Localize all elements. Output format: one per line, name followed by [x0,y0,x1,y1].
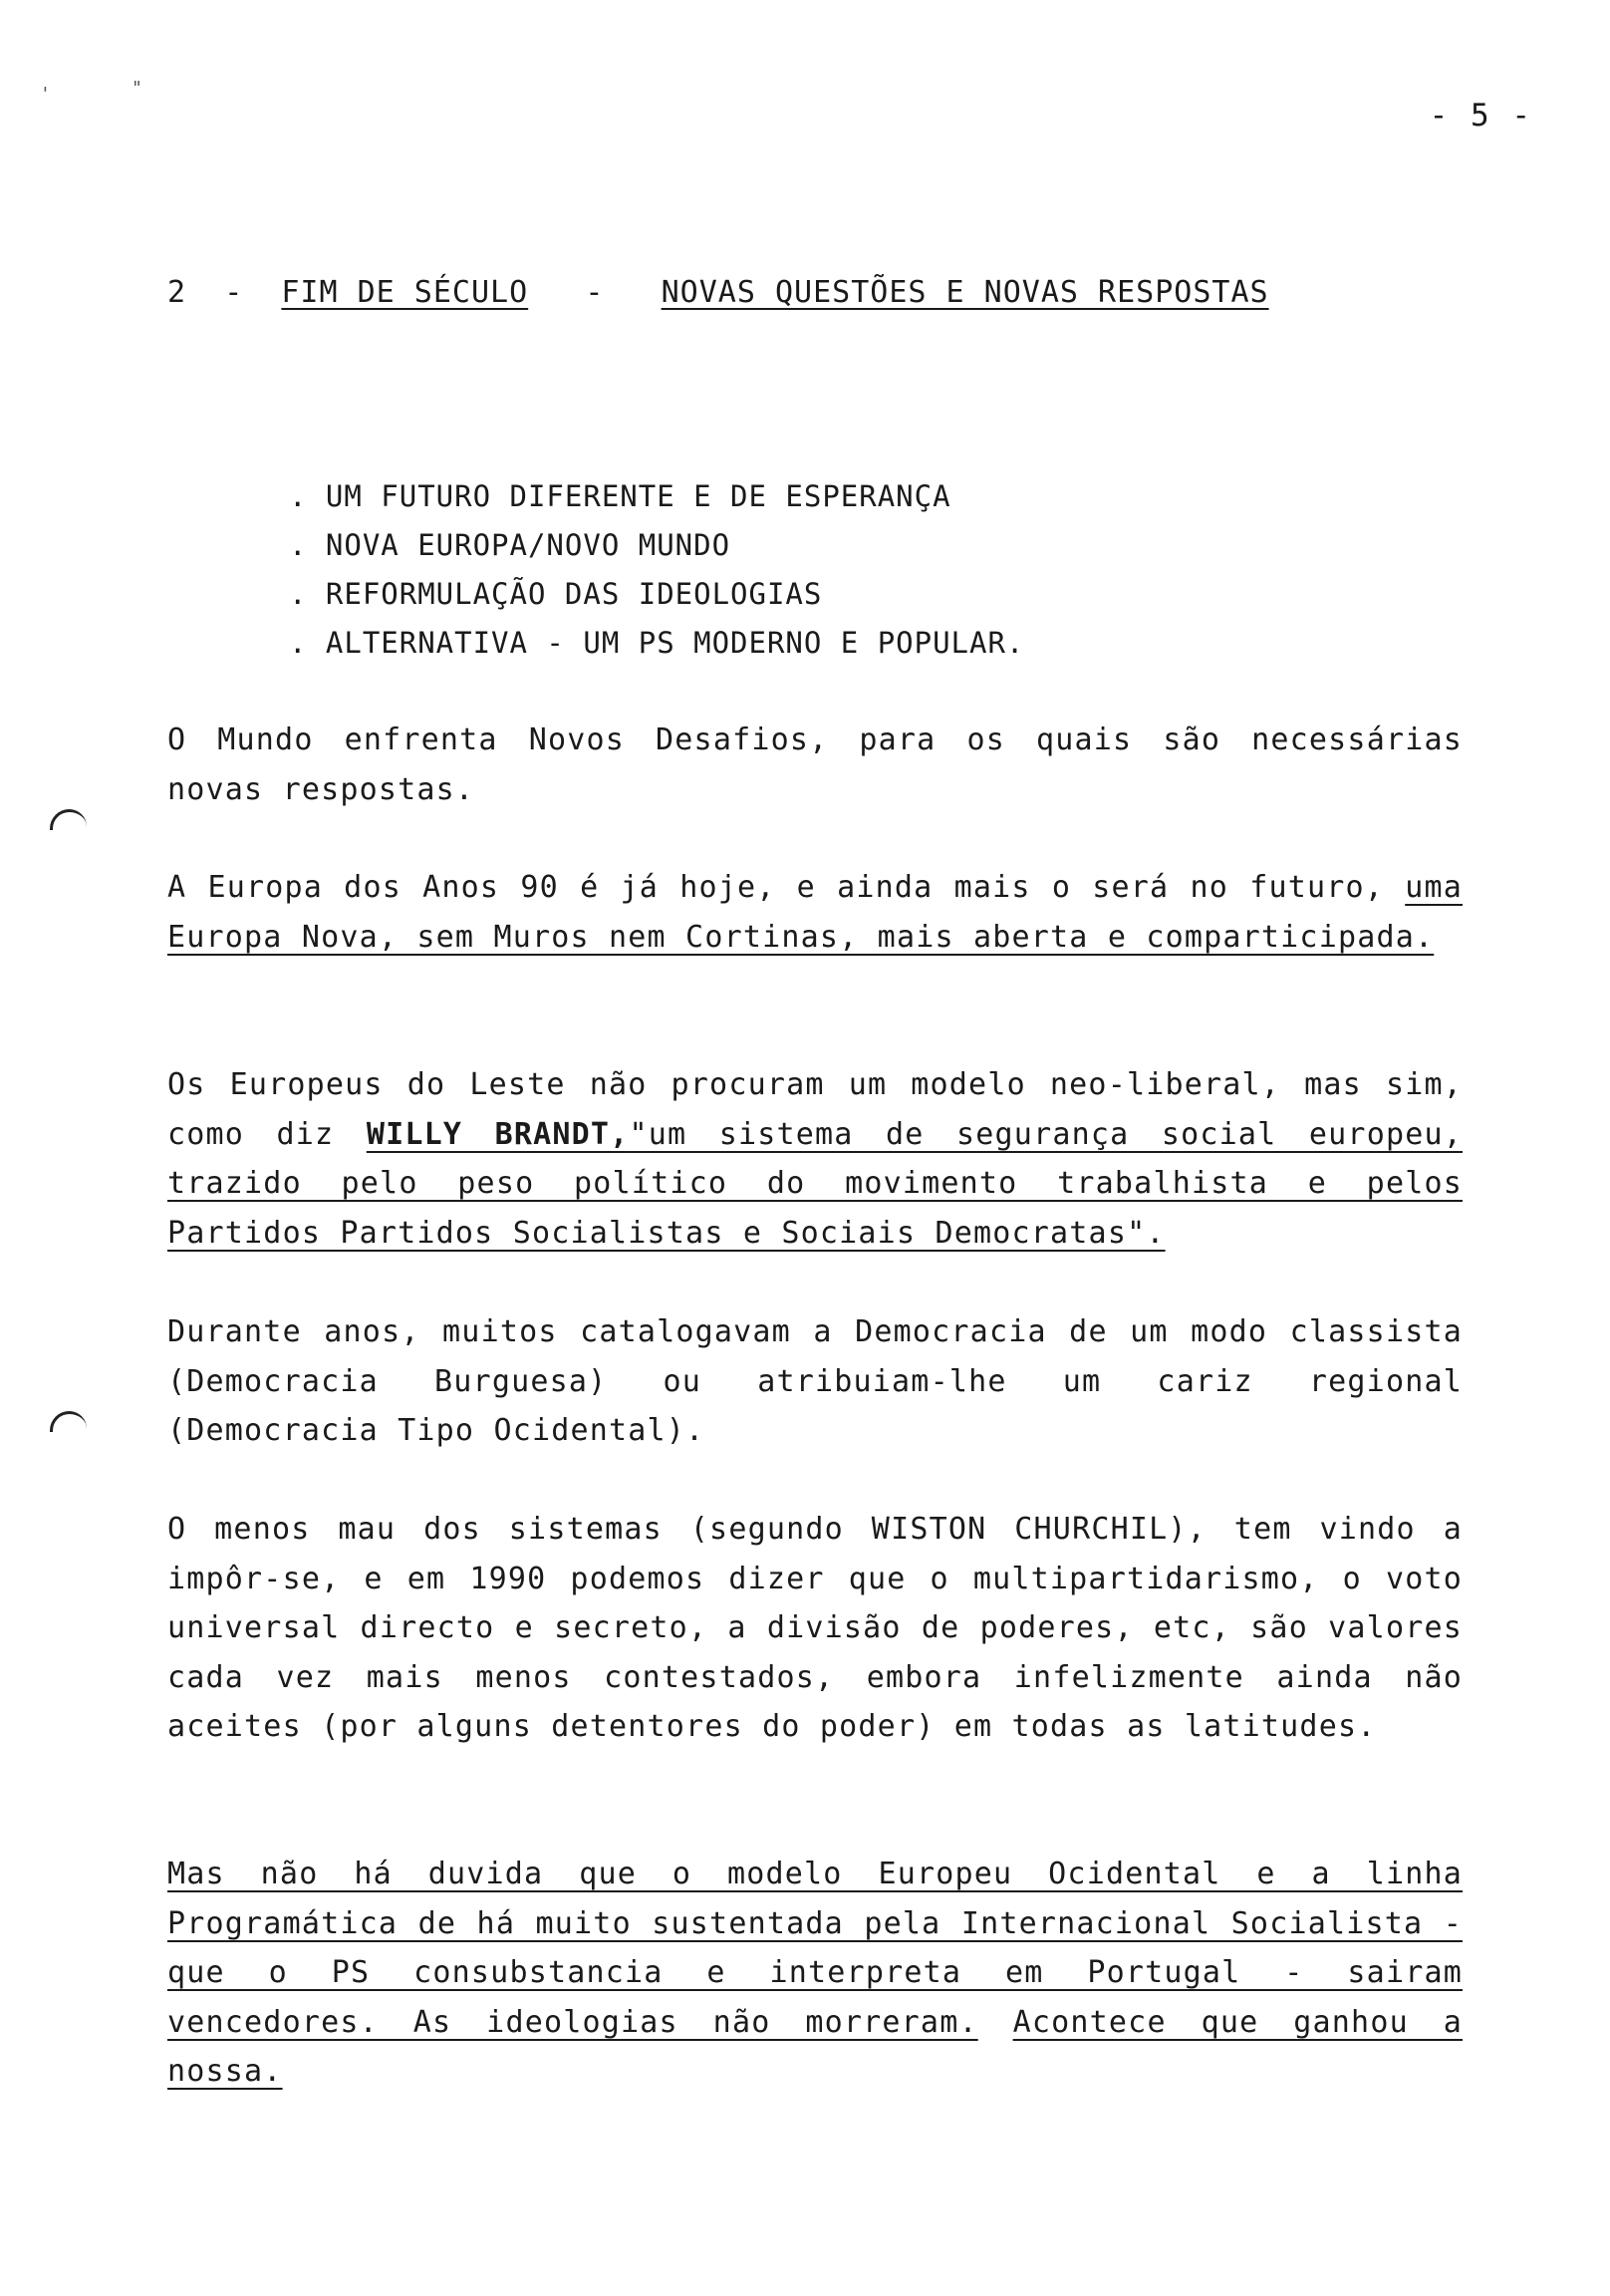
paragraph-2 [167,863,1463,962]
heading-part-2: NOVAS QUESTÕES E NOVAS RESPOSTAS [661,275,1269,310]
scan-speck: ' [40,84,51,105]
section-heading [167,275,1269,310]
paragraph-2-underlined: uma Europa Nova, sem Muros nem Cortinas, mais aberta e comparticipada. [167,870,1464,955]
paragraph-1: O Mundo enfrenta Novos Desafios, para os quais são necessárias novas respostas. [167,722,1463,807]
heading-dash: - [224,275,244,310]
scan-speck: " [132,78,142,99]
heading-part-1: FIM DE SÉCULO [281,275,529,310]
bullet-item: . UM FUTURO DIFERENTE E DE ESPERANÇA [289,472,1024,521]
heading-number: 2 [167,275,187,310]
paragraph-4: Durante anos, muitos catalogavam a Democracia de um modo classista (Democracia Burguesa) ou atribuiam-lhe um cariz regional (Democracia Tipo Ocidental). [167,1314,1463,1448]
paragraph-3 [167,1060,1463,1258]
paragraph-6 [167,1850,1463,2097]
paragraph-3-quote: "um sistema de segurança social europeu, trazido pelo peso político do movimento trabalhista e pelos Partidos Partidos Socialistas e Sociais Democratas". [167,1116,1464,1251]
paragraph-3-text: Os Europeus do Leste não procuram um modelo neo-liberal, mas sim, como diz [167,1067,1463,1152]
paragraph-2-text: A Europa dos Anos 90 é já hoje, e ainda mais o será no futuro, [167,870,1385,905]
paragraph-5: O menos mau dos sistemas (segundo WISTON CHURCHIL), tem vindo a impôr-se, e em 1990 podemos dizer que o multipartidarismo, o voto universal directo e secreto, a divisão de poderes, etc, são valores cada vez mais menos contestados, embora infelizmente ainda não aceites (por alguns detentores do poder) em todas as latitudes. [167,1512,1463,1744]
paragraph-6-closing: Acontece que ganhou a nossa. [167,2004,1463,2089]
bullet-item: . NOVA EUROPA/NOVO MUNDO [289,521,1024,570]
paragraph-6-underlined: Mas não há duvida que o modelo Europeu Ocidental e a linha Programática de há muito sustentada pela Internacional Socialista - que o PS consubstancia e interpreta em Portugal - sairam vencedores. As ideologias não morreram. [167,1857,1463,2040]
paragraph-3-name: WILLY BRANDT, [366,1116,630,1152]
margin-mark [50,1411,87,1432]
heading-dash: - [585,275,605,310]
bullet-list [289,472,1024,668]
page-number: - 5 - [1429,98,1532,134]
margin-mark [50,809,87,830]
bullet-item: . REFORMULAÇÃO DAS IDEOLOGIAS [289,570,1024,619]
bullet-item: . ALTERNATIVA - UM PS MODERNO E POPULAR. [289,619,1024,668]
